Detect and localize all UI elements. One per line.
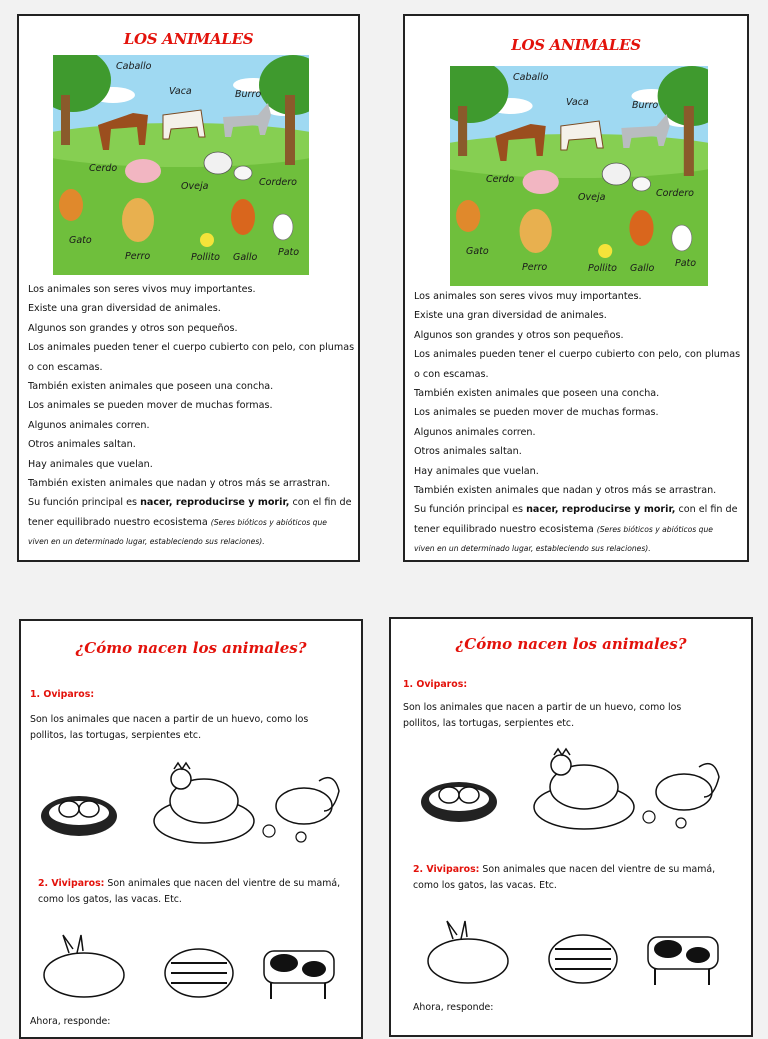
viviparos-heading: 2. Viviparos:	[413, 864, 480, 875]
card-title: ¿Cómo nacen los animales?	[75, 639, 307, 657]
label-cordero: Cordero	[259, 177, 297, 188]
label-cerdo: Cerdo	[89, 163, 118, 174]
farm-animals-illustration	[450, 66, 708, 286]
ecosystem-line: tener equilibrado nuestro ecosistema (Seres bióticos y abióticos que	[28, 516, 327, 528]
label-burro: Burro	[235, 89, 262, 100]
label-cordero: Cordero	[656, 188, 694, 199]
rabbit-drawing	[44, 935, 124, 997]
label-pato: Pato	[675, 258, 697, 269]
oviparos-drawings	[39, 761, 349, 851]
fact-line: También existen animales que nadan y otros más se arrastran.	[28, 477, 331, 489]
fact-line: Algunos animales corren.	[414, 426, 536, 438]
fact-line: Los animales son seres vivos muy importantes.	[28, 284, 256, 295]
viviparos-text: 2. Viviparos: Son animales que nacen del vientre de su mamá, como los gatos, las vacas. Etc.	[38, 878, 341, 905]
card-title: LOS ANIMALES	[511, 36, 641, 54]
fact-line: o con escamas.	[414, 368, 489, 380]
hen-on-nest-drawing	[154, 763, 254, 843]
hen-on-nest-drawing	[534, 749, 634, 829]
label-cerdo: Cerdo	[486, 174, 515, 185]
fact-line: o con escamas.	[28, 361, 103, 373]
viviparos-drawings	[39, 933, 349, 1003]
label-gato: Gato	[69, 235, 92, 246]
fact-line: Los animales pueden tener el cuerpo cubierto con pelo, con plumas	[28, 342, 355, 354]
animal-facts-text	[28, 280, 354, 551]
nest-eggs-drawing	[41, 796, 117, 836]
card-title: ¿Cómo nacen los animales?	[455, 635, 687, 653]
label-perro: Perro	[522, 262, 548, 273]
fact-line: Existe una gran diversidad de animales.	[28, 303, 221, 315]
label-pato: Pato	[278, 247, 300, 258]
cat-drawing	[165, 949, 233, 997]
card-como-nacen-left	[19, 619, 363, 1039]
animal-facts-text	[414, 287, 740, 558]
fact-line: Algunos son grandes y otros son pequeños.	[28, 322, 238, 334]
label-pollito: Pollito	[588, 263, 617, 274]
fact-line: También existen animales que poseen una concha.	[28, 380, 274, 392]
viviparos-text: 2. Viviparos: Son animales que nacen del vientre de su mamá, como los gatos, las vacas. Etc.	[413, 864, 716, 891]
label-vaca: Vaca	[169, 86, 192, 97]
fact-line: Los animales se pueden mover de muchas formas.	[414, 407, 659, 419]
rabbit-drawing	[428, 921, 508, 983]
viviparos-drawings	[423, 919, 733, 989]
card-los-animales-right	[403, 14, 749, 562]
hen-chicks-drawing	[263, 778, 339, 842]
fact-line: También existen animales que poseen una concha.	[414, 387, 660, 399]
fact-line: Algunos animales corren.	[28, 419, 150, 431]
label-caballo: Caballo	[513, 72, 549, 83]
label-pollito: Pollito	[191, 252, 220, 263]
label-gallo: Gallo	[233, 252, 258, 263]
oviparos-drawings	[419, 747, 729, 837]
fact-line: Existe una gran diversidad de animales.	[414, 310, 607, 322]
ecosystem-note-line: viven en un determinado lugar, estableciendo sus relaciones).	[28, 537, 265, 547]
respond-prompt: Ahora, responde:	[413, 1002, 494, 1013]
label-oveja: Oveja	[181, 181, 209, 192]
fact-line: Los animales son seres vivos muy importantes.	[414, 291, 642, 302]
viviparos-heading: 2. Viviparos:	[38, 878, 105, 889]
label-gato: Gato	[466, 246, 489, 257]
oviparos-text: Son los animales que nacen a partir de un huevo, como los pollitos, las tortugas, serpientes etc.	[403, 702, 682, 729]
label-caballo: Caballo	[116, 61, 152, 72]
label-burro: Burro	[632, 100, 659, 111]
label-oveja: Oveja	[578, 192, 606, 203]
fact-line: Otros animales saltan.	[414, 446, 522, 458]
cow-drawing	[648, 937, 718, 985]
ecosystem-line: tener equilibrado nuestro ecosistema (Seres bióticos y abióticos que	[414, 523, 713, 535]
fact-line: Los animales pueden tener el cuerpo cubierto con pelo, con plumas	[414, 349, 741, 361]
label-gallo: Gallo	[630, 263, 655, 274]
fact-line: También existen animales que nadan y otros más se arrastran.	[414, 484, 717, 496]
oviparos-heading: 1. Oviparos:	[403, 679, 468, 690]
farm-animals-illustration	[53, 55, 309, 275]
nest-eggs-drawing	[421, 782, 497, 822]
label-vaca: Vaca	[566, 97, 589, 108]
oviparos-text: Son los animales que nacen a partir de un huevo, como los pollitos, las tortugas, serpientes etc.	[30, 714, 309, 741]
fact-line: Algunos son grandes y otros son pequeños.	[414, 329, 624, 341]
fact-line: Los animales se pueden mover de muchas formas.	[28, 400, 273, 412]
fact-line: Hay animales que vuelan.	[28, 458, 153, 470]
function-line: Su función principal es nacer, reproducirse y morir, con el fin de	[28, 497, 352, 509]
oviparos-heading: 1. Oviparos:	[30, 689, 95, 700]
card-como-nacen-right	[389, 617, 753, 1037]
hen-chicks-drawing	[643, 764, 719, 828]
cat-drawing	[549, 935, 617, 983]
respond-prompt: Ahora, responde:	[30, 1016, 111, 1027]
fact-line: Otros animales saltan.	[28, 439, 136, 451]
function-line: Su función principal es nacer, reproducirse y morir, con el fin de	[414, 504, 738, 516]
card-title: LOS ANIMALES	[123, 30, 254, 48]
card-los-animales-left	[17, 14, 360, 562]
fact-line: Hay animales que vuelan.	[414, 465, 539, 477]
ecosystem-note-line: viven en un determinado lugar, estableciendo sus relaciones).	[414, 544, 651, 554]
cow-drawing	[264, 951, 334, 999]
label-perro: Perro	[125, 251, 151, 262]
